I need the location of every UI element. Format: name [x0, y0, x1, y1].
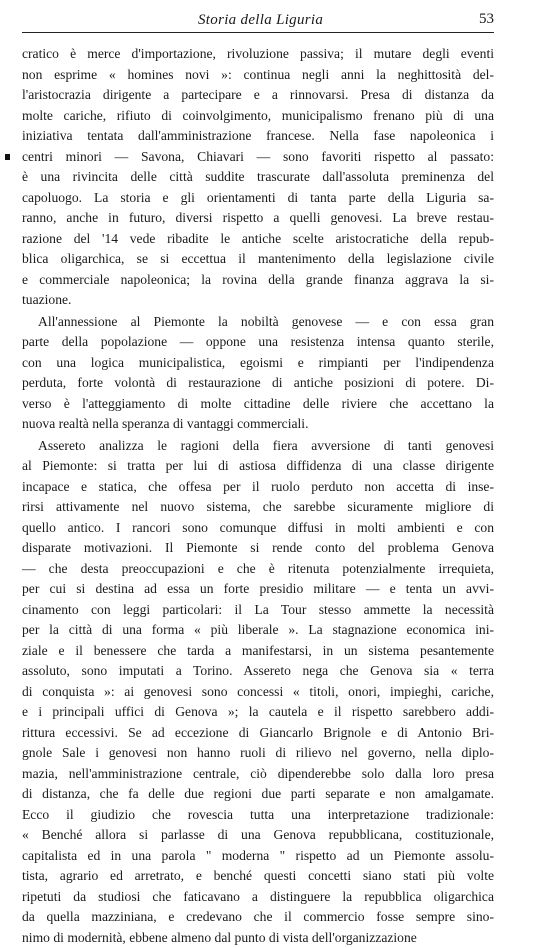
- text-line: per la città di una forma « più liberale ». La stagnazione economica ini-: [22, 620, 494, 641]
- text-line: « Benché allora si parlasse di una Genova repubblicana, costituzionale,: [22, 825, 494, 846]
- text-line: e commerciale napoleonica; la rovina della grande finanza aggrava la si-: [22, 270, 494, 291]
- text-line: parte della popolazione — oppone una resistenza intensa quanto sterile,: [22, 332, 494, 353]
- text-line: per cui si destina ad essa un forte presidio militare — e tenta un avvi-: [22, 579, 494, 600]
- text-line: l'aristocrazia dirigente a partecipare e a rinnovarsi. Presa di distanza da: [22, 85, 494, 106]
- paragraph: [22, 44, 494, 311]
- text-line: capoluogo. La storia e gli orientamenti di tanta parte della Liguria sa-: [22, 188, 494, 209]
- text-line: verso è l'atteggiamento di molte cittadine delle riviere che accettano la: [22, 394, 494, 415]
- text-line: All'annessione al Piemonte la nobiltà genovese — e con essa gran: [22, 312, 494, 333]
- text-line: Assereto analizza le ragioni della fiera avversione di tanti genovesi: [22, 436, 494, 457]
- text-line: rittura eccessivi. Se ad eccezione di Giancarlo Brignole e di Antonio Bri-: [22, 723, 494, 744]
- text-line: nuova realtà nella speranza di vantaggi commerciali.: [22, 414, 494, 435]
- text-line: non esprime « homines novi »: continua negli anni la neghittosità del-: [22, 65, 494, 86]
- running-title: Storia della Liguria: [198, 12, 323, 29]
- text-line: di distanza, che fa delle due regioni due parti separate e non amalgamate.: [22, 784, 494, 805]
- text-line: e i principali uffici di Genova »; la cautela e il rispetto sarebbero addi-: [22, 702, 494, 723]
- text-line: di conquista »: ai genovesi sono concessi « titoli, onori, impieghi, cariche,: [22, 682, 494, 703]
- text-line: tuazione.: [22, 290, 494, 311]
- text-line: tista, agrario ed arretrato, e benché questi concetti siano stati più volte: [22, 866, 494, 887]
- text-line: mazia, nell'amministrazione centrale, ciò dipenderebbe solo dalla loro presa: [22, 764, 494, 785]
- text-line: è una rivincita delle città suddite trascurate dall'assoluta preminenza del: [22, 167, 494, 188]
- running-header: [22, 10, 494, 33]
- text-line: cratico è merce d'importazione, rivoluzione passiva; il mutare degli eventi: [22, 44, 494, 65]
- text-line: razione del '14 vede ribadite le antiche scelte aristocratiche della repub-: [22, 229, 494, 250]
- text-line: da quella mazziniana, e credevano che il commercio fosse sempre sino-: [22, 907, 494, 928]
- text-line: ripetuti da studiosi che faticavano a distinguere la repubblica oligarchica: [22, 887, 494, 908]
- text-line: ziale e il benessere che tarda a manifestarsi, in un sistema pesantemente: [22, 641, 494, 662]
- text-line: nimo di modernità, ebbene almeno dal punto di vista dell'organizzazione: [22, 928, 494, 948]
- body-text: [22, 44, 494, 948]
- text-line: quello antico. I rancori sono comunque diffusi in molti ambienti e con: [22, 518, 494, 539]
- page-number: 53: [479, 11, 494, 28]
- text-line: centri minori — Savona, Chiavari — sono favoriti rispetto al passato:: [22, 147, 494, 168]
- text-line: perduta, forte volontà di restaurazione di antiche posizioni di potere. Di-: [22, 373, 494, 394]
- text-line: — che desta preoccupazioni e che è ritenuta potenzialmente irrequieta,: [22, 559, 494, 580]
- text-line: gnole Sale i genovesi non hanno ruoli di rilievo nel governo, nella diplo-: [22, 743, 494, 764]
- text-line: blica oligarchica, se si eccettua il mantenimento della legislazione civile: [22, 249, 494, 270]
- text-line: iniziativa tentata dall'amministrazione francese. Nella fase napoleonica i: [22, 126, 494, 147]
- text-line: rirsi attivamente nel nuovo sistema, che sarebbe sicuramente migliore di: [22, 497, 494, 518]
- text-line: Ecco il giudizio che rovescia tutta una interpretazione tradizionale:: [22, 805, 494, 826]
- text-line: cinamento con leggi particolari: il La Tour stesso ammette la necessità: [22, 600, 494, 621]
- text-line: ranno, anche in futuro, diversi rispetto a quelli genovesi. La breve restau-: [22, 208, 494, 229]
- text-line: al Piemonte: si tratta per lui di astiosa diffidenza di una classe dirigente: [22, 456, 494, 477]
- paragraph: [22, 312, 494, 435]
- text-line: molte cariche, rifiuto di coinvolgimento, municipalismo frenano più di una: [22, 106, 494, 127]
- text-line: disparate motivazioni. Il Piemonte si rende conto del problema Genova: [22, 538, 494, 559]
- text-line: assoluto, sono imputati a Torino. Assereto nega che Genova sia « terra: [22, 661, 494, 682]
- margin-mark: [5, 154, 10, 160]
- text-line: capitalista ed in una parola " moderna " rispetto ad un Piemonte assolu-: [22, 846, 494, 867]
- paragraph: [22, 436, 494, 948]
- text-line: incapace e statica, che offesa per il ruolo perduto non accetta di inse-: [22, 477, 494, 498]
- text-line: con una logica municipalistica, egoismi e rimpianti per l'indipendenza: [22, 353, 494, 374]
